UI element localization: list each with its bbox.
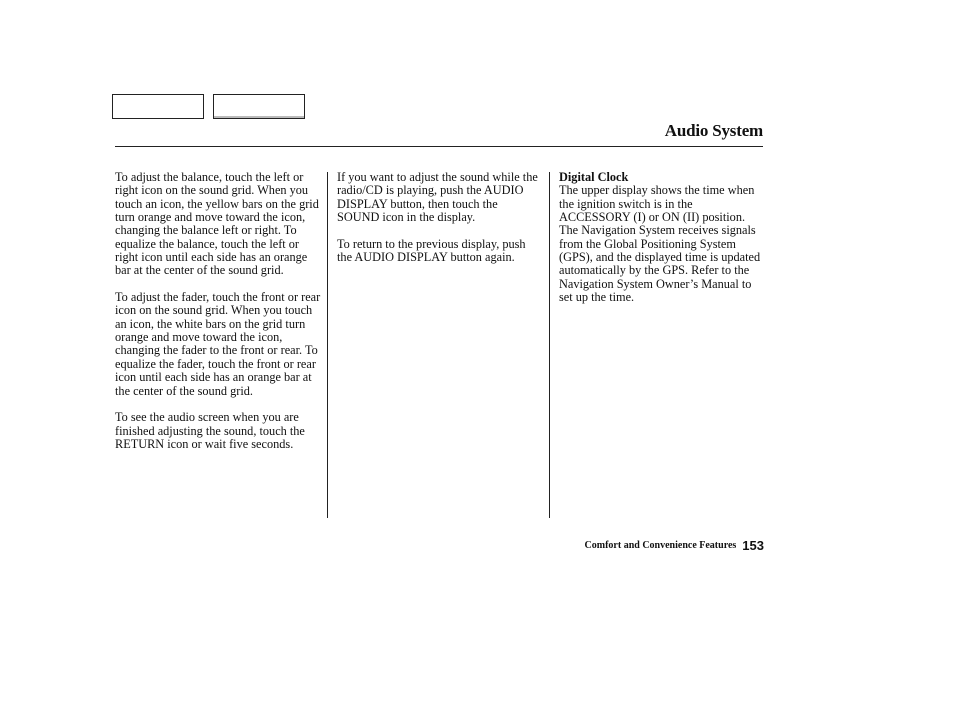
footer-section-title: Comfort and Convenience Features <box>584 539 737 551</box>
paragraph-return: To see the audio screen when you are finished adjusting the sound, touch the RETURN icon or wait five seconds. <box>115 410 305 451</box>
section-heading-digital-clock: Digital Clock <box>559 170 629 184</box>
text-column-3 <box>559 171 765 318</box>
paragraph-adjust-sound: If you want to adjust the sound while the radio/CD is playing, push the AUDIO DISPLAY button, then touch the SOUND icon in the display. <box>337 170 538 225</box>
paragraph-previous-display: To return to the previous display, push the AUDIO DISPLAY button again. <box>337 236 526 265</box>
page-title: Audio System <box>664 121 763 140</box>
column-divider-2 <box>549 172 550 518</box>
paragraph-fader: To adjust the fader, touch the front or rear icon on the sound grid. When you touch an icon, the white bars on the grid turn orange and move toward the icon, changing the fader to the front or rear. To equalize the fader, touch the front or rear icon until each side has an orange bar at the center of the sound grid. <box>115 290 321 398</box>
header-divider <box>115 146 763 147</box>
paragraph-digital-clock: The upper display shows the time when the ignition switch is in the ACCESSORY (I) or ON (II) position. The Navigation System receives signals from the Global Positioning System (GPS), and the displayed time is updated automatically by the GPS. Refer to the Navigation System Owner’s Manual to set up the time. <box>559 183 761 305</box>
text-column-2 <box>337 171 543 278</box>
next-page-button[interactable] <box>213 94 305 119</box>
page-number: 153 <box>742 537 764 553</box>
page-footer <box>585 536 764 554</box>
previous-page-button[interactable] <box>112 94 204 119</box>
column-divider-1 <box>327 172 328 518</box>
paragraph-balance: To adjust the balance, touch the left or right icon on the sound grid. When you touch an icon, the yellow bars on the grid turn orange and move toward the icon, changing the balance left or right. To equalize the balance, touch the left or right icon until each side has an orange bar at the center of the sound grid. <box>115 170 319 278</box>
text-column-1 <box>115 171 321 465</box>
